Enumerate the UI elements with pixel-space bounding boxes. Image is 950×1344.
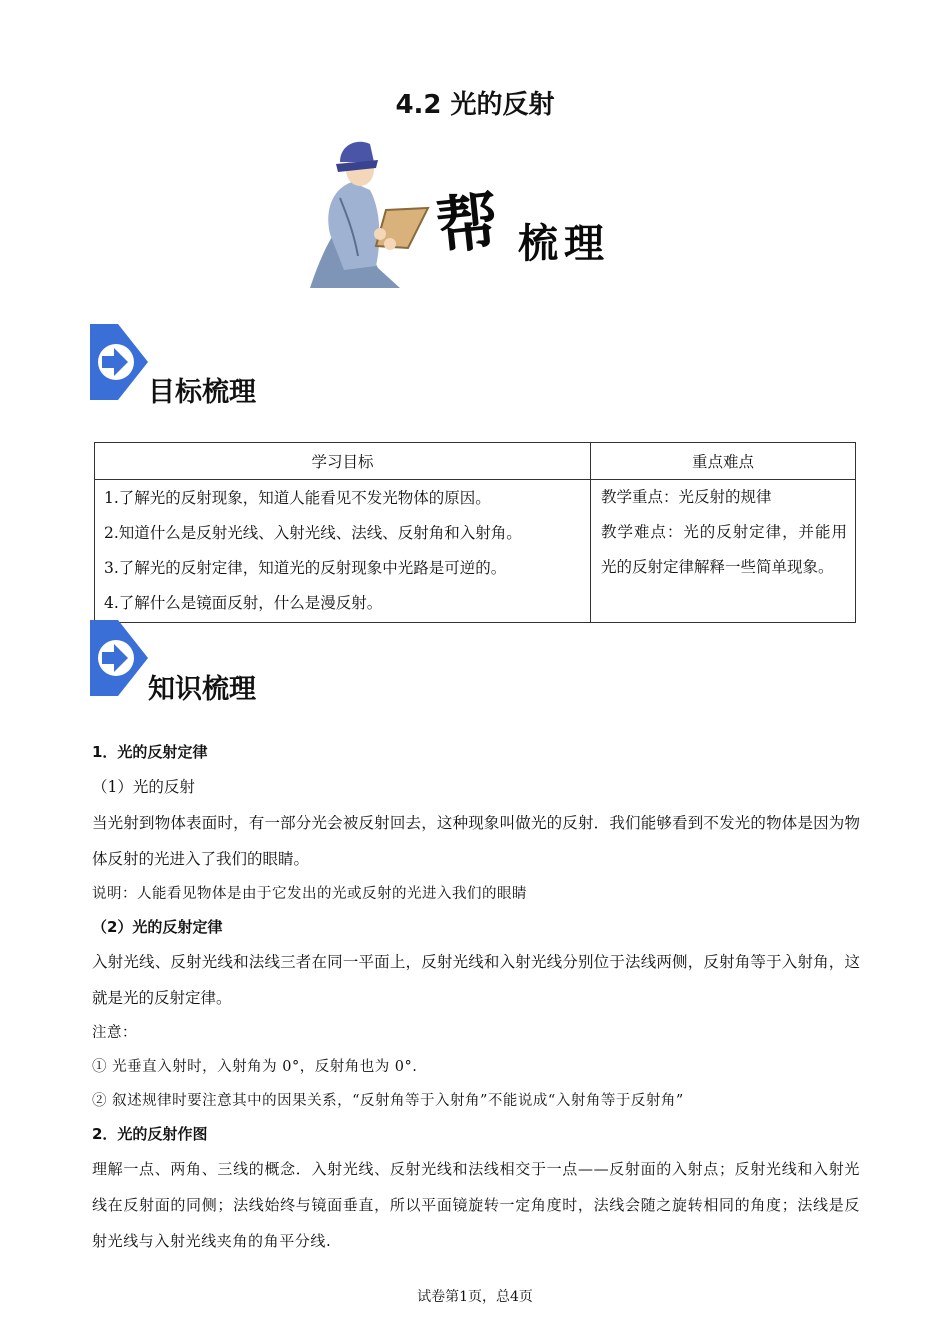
heading-reflection-law: 1．光的反射定律: [92, 743, 208, 761]
page-footer: 试卷第1页，总4页: [417, 1289, 533, 1305]
goal-item: 4.了解什么是镜面反射，什么是漫反射。: [104, 594, 383, 612]
scholar-reading-icon: [300, 138, 430, 300]
paragraph-reflection: 当光射到物体表面时，有一部分光会被反射回去，这种现象叫做光的反射．我们能够看到不发光的物体是因为物体反射的光进入了我们的眼睛。: [92, 814, 860, 868]
banner-small-text: 梳理: [518, 220, 610, 267]
table-header-key-points: 重点难点: [591, 443, 856, 480]
goal-item: 2.知道什么是反射光线、入射光线、法线、反射角和入射角。: [104, 524, 522, 542]
subheading-reflection-law: （2）光的反射定律: [92, 918, 223, 936]
subheading-reflection: （1）光的反射: [92, 778, 195, 796]
arrow-right-icon: [90, 620, 148, 696]
page-title: 4.2 光的反射: [395, 90, 555, 120]
knowledge-content: [92, 736, 860, 1259]
difficulty-text: 教学难点：光的反射定律，并能用光的反射定律解释一些简单现象。: [601, 523, 847, 576]
arrow-right-icon: [90, 324, 148, 400]
key-points-cell: [591, 480, 856, 623]
section-title-knowledge: 知识梳理: [148, 674, 256, 705]
attention-item: ② 叙述规律时要注意其中的因果关系，“反射角等于入射角”不能说成“入射角等于反射角”: [92, 1093, 684, 1109]
table-header-goals: 学习目标: [95, 443, 591, 480]
note-explanation: 说明：人能看见物体是由于它发出的光或反射的光进入我们的眼睛: [92, 886, 527, 902]
banner-illustration: [300, 138, 630, 300]
goal-item: 1.了解光的反射现象，知道人能看见不发光物体的原因。: [104, 489, 491, 507]
key-point-text: 教学重点：光反射的规律: [601, 488, 772, 506]
goals-cell: [95, 480, 591, 623]
goals-table: [94, 442, 856, 623]
attention-item: ① 光垂直入射时，入射角为 0°，反射角也为 0°.: [92, 1059, 418, 1075]
banner-big-char: 帮: [432, 183, 503, 264]
paragraph-reflection-drawing: 理解一点、两角、三线的概念．入射光线、反射光线和法线相交于一点——反射面的入射点；反射光线和入射光线在反射面的同侧；法线始终与镜面垂直，所以平面镜旋转一定角度时，法线会随之旋转相同的角度；法线是反射光线与入射光线夹角的角平分线.: [92, 1160, 860, 1250]
heading-reflection-drawing: 2．光的反射作图: [92, 1125, 208, 1143]
paragraph-reflection-law: 入射光线、反射光线和法线三者在同一平面上，反射光线和入射光线分别位于法线两侧，反射角等于入射角，这就是光的反射定律。: [92, 953, 860, 1007]
attention-label: 注意：: [92, 1025, 137, 1041]
goal-item: 3.了解光的反射定律，知道光的反射现象中光路是可逆的。: [104, 559, 507, 577]
section-title-goals: 目标梳理: [148, 377, 256, 408]
